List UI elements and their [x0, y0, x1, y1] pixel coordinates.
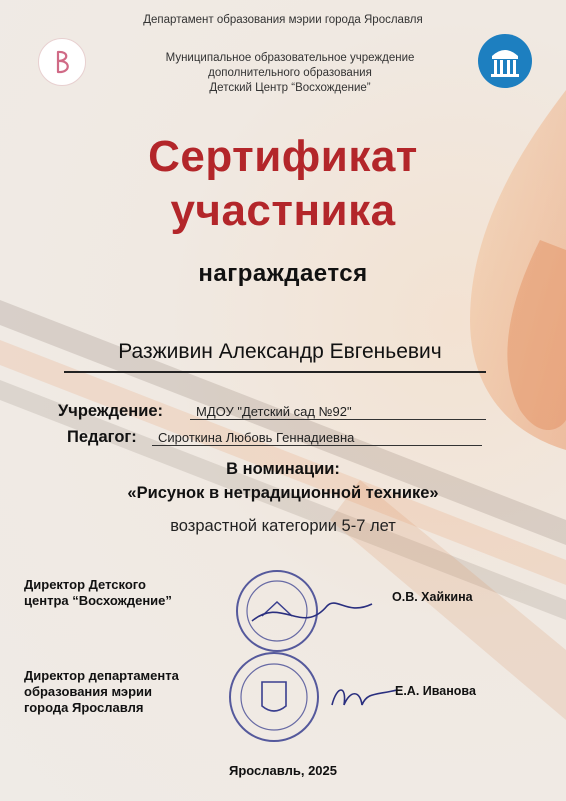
institution-name	[150, 51, 430, 96]
teacher-label: Педагог:	[67, 428, 137, 446]
signatory-2-title-line-3: города Ярославля	[24, 700, 144, 715]
center-logo	[38, 38, 86, 86]
signature-1-stroke	[252, 603, 372, 621]
institution-value: МДОУ "Детский сад №92"	[190, 404, 486, 420]
signatory-1-name: О.В. Хайкина	[392, 590, 473, 604]
nomination-label: В номинации:	[226, 460, 340, 478]
department-name: Департамент образования мэрии города Ярославля	[143, 14, 423, 26]
recipient-name: Разживин Александр Евгеньевич	[118, 340, 442, 363]
signatory-1-title	[24, 577, 172, 609]
certificate-title-line-2: участника	[170, 186, 396, 235]
stamp-2-icon	[222, 650, 402, 745]
teacher-value: Сироткина Любовь Геннадиевна	[152, 430, 482, 446]
signatory-2-name: Е.А. Иванова	[395, 684, 476, 698]
recipient-underline	[64, 371, 486, 373]
letter-b-logo-icon	[47, 47, 77, 77]
signatory-2-title-line-2: образования мэрии	[24, 684, 153, 699]
awarded-label: награждается	[198, 260, 368, 287]
signatory-1-title-line-2: центра “Восхождение”	[24, 593, 172, 608]
institution-line-3: Детский Центр “Восхождение”	[209, 82, 371, 94]
nomination-name: «Рисунок в нетрадиционной технике»	[127, 484, 439, 502]
institution-label: Учреждение:	[58, 402, 164, 420]
department-logo	[478, 34, 532, 88]
certificate-title-line-1: Сертификат	[148, 132, 418, 181]
signatory-1-title-line-1: Директор Детского	[24, 577, 146, 592]
signature-2-stroke	[332, 690, 397, 705]
rotunda-icon	[478, 34, 532, 88]
age-category: возрастной категории 5-7 лет	[170, 517, 396, 535]
stamp-1-icon	[232, 566, 382, 656]
signatory-2-title	[24, 668, 179, 716]
signatory-2-title-line-1: Директор департамента	[24, 668, 179, 683]
institution-line-2: дополнительного образования	[208, 67, 372, 79]
institution-line-1: Муниципальное образовательное учреждение	[165, 52, 415, 64]
city-year: Ярославль, 2025	[229, 763, 337, 778]
coat-of-arms-icon	[262, 682, 286, 711]
